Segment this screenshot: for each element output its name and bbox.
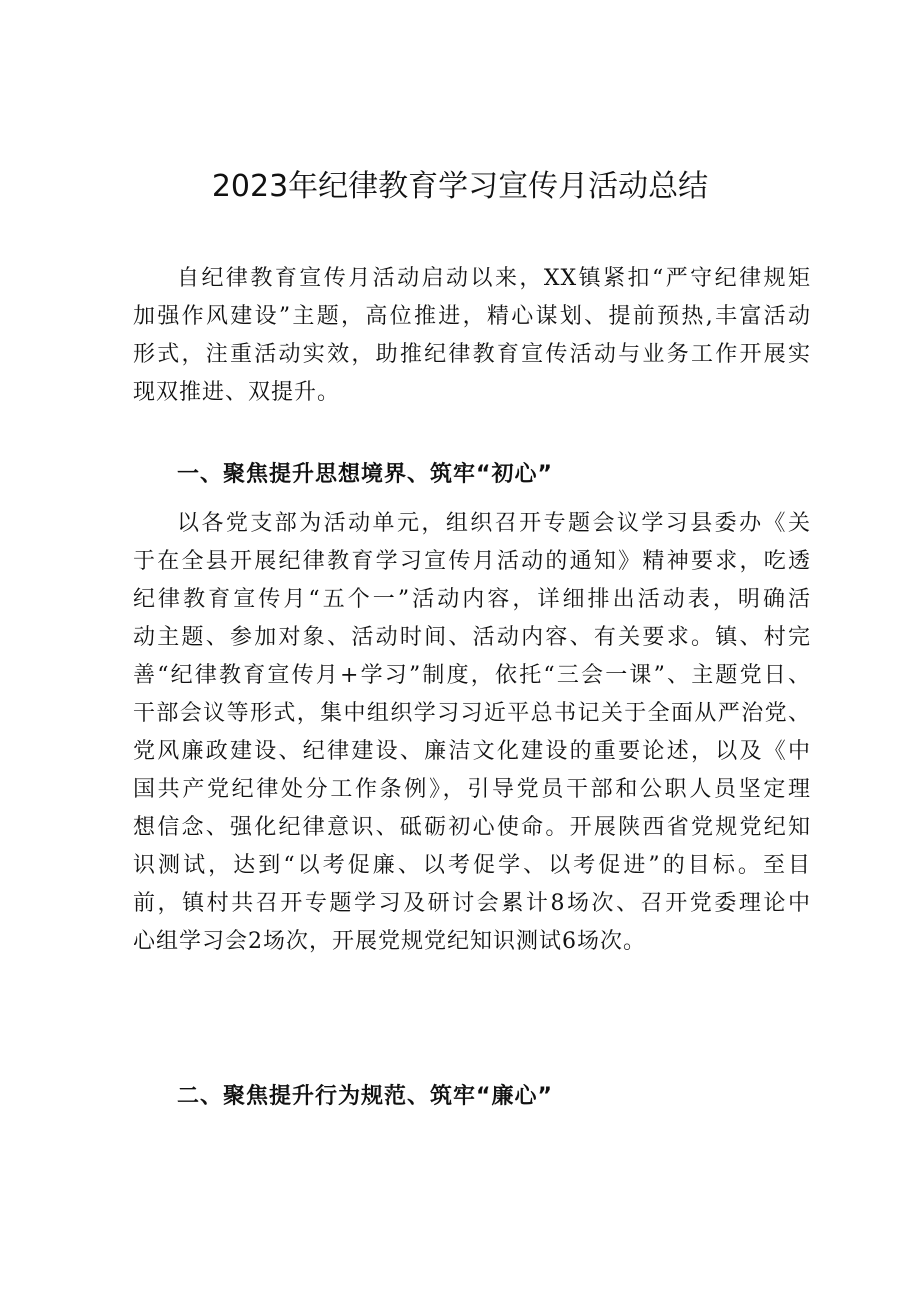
paragraph-line: 形式，注重活动实效，助推纪律教育宣传活动与业务工作开展实 [133, 342, 811, 367]
paragraph-line: 以各党支部为活动单元，组织召开专题会议学习县委办《关 [177, 511, 811, 536]
paragraph-line: 动主题、参加对象、活动时间、活动内容、有关要求。镇、村完 [133, 625, 811, 650]
paragraph-line: 前，镇村共召开专题学习及研讨会累计8场次、召开党委理论中 [133, 891, 811, 916]
paragraph-line: 自纪律教育宣传月活动启动以来，XX镇紧扣“严守纪律规矩 [177, 266, 811, 291]
document-title: 2023年纪律教育学习宣传月活动总结 [211, 169, 709, 204]
paragraph-line: 党风廉政建设、纪律建设、廉洁文化建设的重要论述，以及《中 [133, 739, 811, 764]
paragraph-line: 善“纪律教育宣传月+学习”制度，依托“三会一课”、主题党日、 [133, 663, 811, 688]
section1-paragraph [133, 505, 811, 961]
section-heading-2: 二、聚焦提升行为规范、筑牢“廉心” [177, 1084, 553, 1109]
paragraph-line: 于在全县开展纪律教育学习宣传月活动的通知》精神要求，吃透 [133, 549, 811, 574]
paragraph-line: 加强作风建设”主题，高位推进，精心谋划、提前预热,丰富活动 [133, 304, 811, 329]
section-heading-1: 一、聚焦提升思想境界、筑牢“初心” [177, 462, 553, 487]
paragraph-line: 识测试，达到“以考促廉、以考促学、以考促进”的目标。至目 [133, 853, 811, 878]
paragraph-line: 想信念、强化纪律意识、砥砺初心使命。开展陕西省党规党纪知 [133, 815, 811, 840]
paragraph-line: 干部会议等形式，集中组织学习习近平总书记关于全面从严治党、 [133, 701, 811, 726]
intro-paragraph [133, 260, 811, 412]
paragraph-line: 国共产党纪律处分工作条例》，引导党员干部和公职人员坚定理 [133, 777, 811, 802]
paragraph-line: 心组学习会2场次，开展党规党纪知识测试6场次。 [133, 929, 646, 954]
paragraph-line: 现双推进、双提升。 [133, 380, 341, 405]
paragraph-line: 纪律教育宣传月“五个一”活动内容，详细排出活动表，明确活 [133, 587, 811, 612]
